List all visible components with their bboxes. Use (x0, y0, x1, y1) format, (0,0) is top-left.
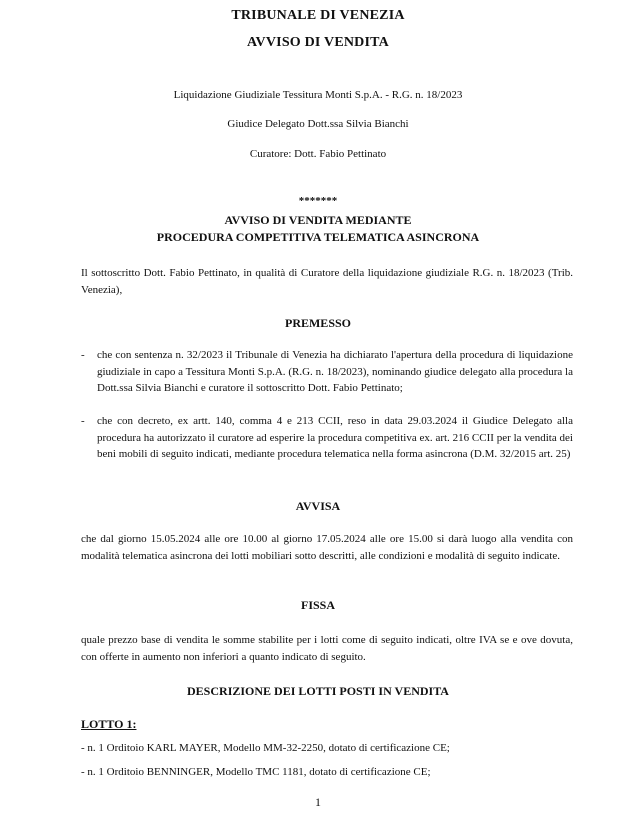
lotto1-title: LOTTO 1: (81, 717, 137, 731)
liquidation-line: Liquidazione Giudiziale Tessitura Monti S.p.A. - R.G. n. 18/2023 (173, 89, 463, 101)
fissa-heading: FISSA (300, 598, 335, 612)
lot-item: - n. 1 Orditoio BENNINGER, Modello TMC 1181, dotato di certificazione CE; (81, 766, 431, 778)
avvisa-paragraph: che dal giorno 15.05.2024 alle ore 10.00 al giorno 17.05.2024 alle ore 15.00 si darà luogo alla vendita con modalità telematica asincrona dei lotti mobiliari sotto descritti, alle condizioni e modalità di seguito indicate. (81, 533, 573, 562)
intro-paragraph: Il sottoscritto Dott. Fabio Pettinato, in qualità di Curatore della liquidazione giudiziale R.G. n. 18/2023 (Trib. Venezia), (81, 267, 573, 296)
list-dash: - (81, 349, 85, 361)
list-dash: - (81, 415, 85, 427)
sale-title-line2: PROCEDURA COMPETITIVA TELEMATICA ASINCRONA (156, 230, 480, 244)
fissa-paragraph: quale prezzo base di vendita le somme stabilite per i lotti come di seguito indicati, oltre IVA se e ove dovuta, con offerte in aumento non inferiori a quanto indicato di seguito. (81, 634, 573, 663)
lots-heading: DESCRIZIONE DEI LOTTI POSTI IN VENDITA (187, 684, 449, 698)
court-title: TRIBUNALE DI VENEZIA (231, 8, 405, 23)
curator-line: Curatore: Dott. Fabio Pettinato (249, 148, 387, 160)
premesso-heading: PREMESSO (284, 316, 351, 330)
lot-item: - n. 1 Orditoio KARL MAYER, Modello MM-32-2250, dotato di certificazione CE; (81, 742, 450, 754)
premesso-item (81, 347, 573, 397)
premesso-item-text: che con decreto, ex artt. 140, comma 4 e 213 CCII, reso in data 29.03.2024 il Giudice Delegato alla procedura ha autorizzato il curatore ad esperire la procedura competitiva ex. art. 216 CCII per la vendita dei beni mobili di seguito indicati, mediante procedura telematica nella forma asincrona (D.M. 32/2015 art. 25) (97, 415, 573, 460)
page-number: 1 (315, 795, 321, 809)
judge-line: Giudice Delegato Dott.ssa Silvia Bianchi (227, 118, 409, 130)
premesso-item-text: che con sentenza n. 32/2023 il Tribunale di Venezia ha dichiarato l'apertura della procedura di liquidazione giudiziale in capo a Tessitura Monti S.p.A. (R.G. n. 18/2023), nominando giudice delegato alla procedura la Dott.ssa Silvia Bianchi e curatore il sottoscritto Dott. Fabio Pettinato; (97, 349, 573, 394)
premesso-item (81, 413, 573, 463)
separator: ******* (298, 195, 338, 207)
avvisa-heading: AVVISA (295, 499, 341, 513)
notice-title: AVVISO DI VENDITA (247, 35, 389, 50)
sale-title-line1: AVVISO DI VENDITA MEDIANTE (224, 213, 412, 227)
